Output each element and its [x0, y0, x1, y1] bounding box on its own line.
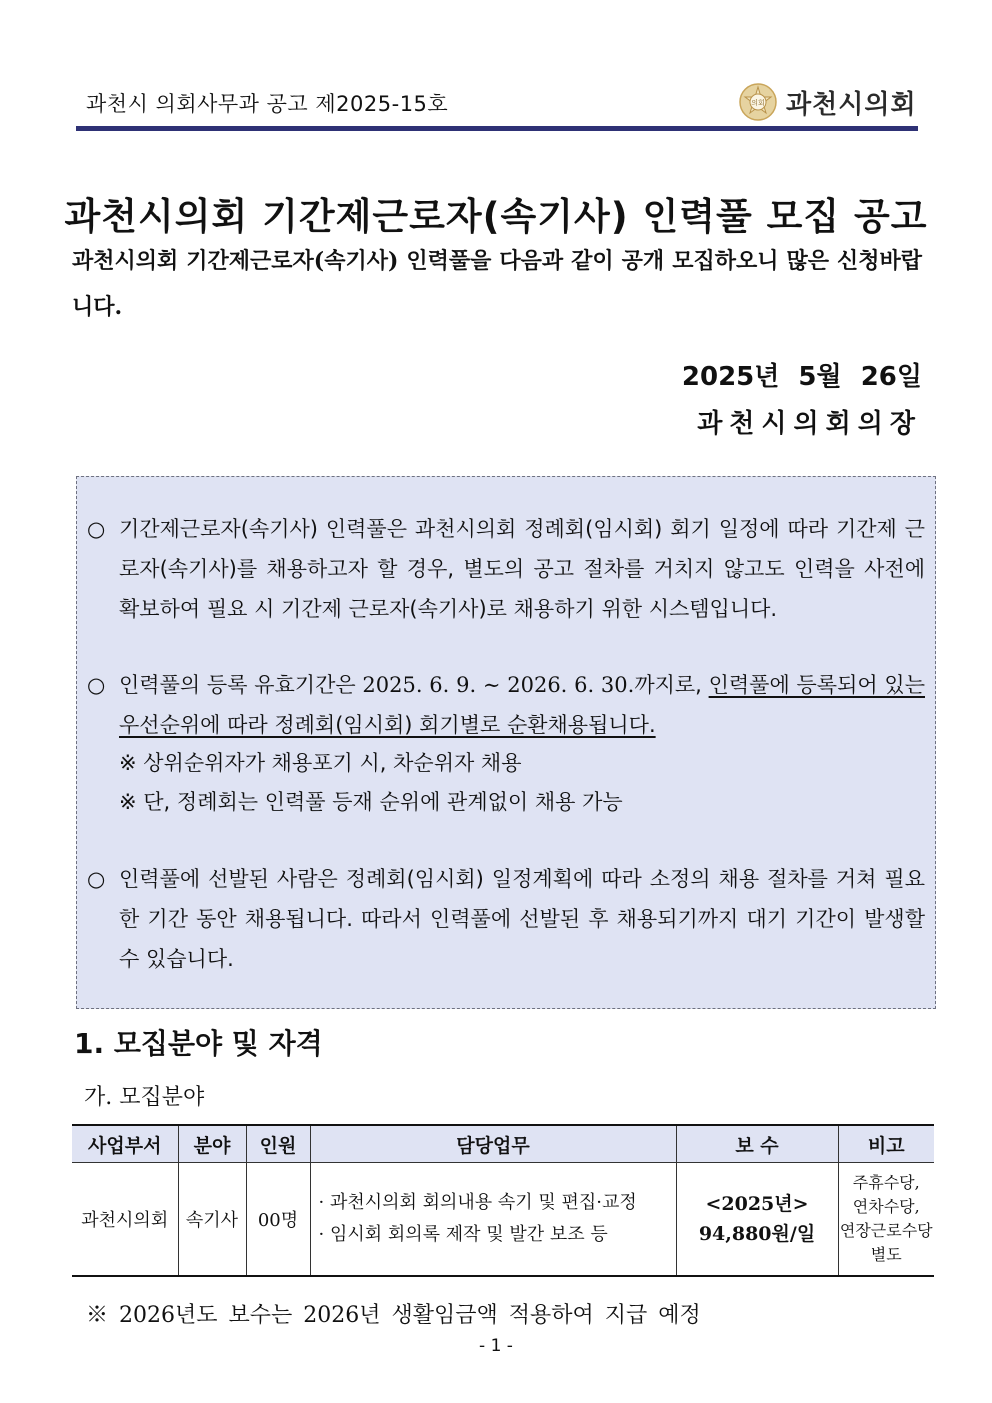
recruitment-table: [72, 1124, 934, 1277]
cell-remarks: [838, 1163, 934, 1277]
page-title: 과천시의회 기간제근로자(속기사) 인력풀 모집 공고: [64, 195, 928, 238]
section-1-title: 1. 모집분야 및 자격: [74, 1027, 323, 1060]
p2-underlined: 인력풀에 등록되어 있는 우선순위에 따라 정례회(임시회) 회기별로 순환채용됩니다.: [119, 673, 925, 737]
p2-period: 2025. 6. 9. ∼ 2026. 6. 30.: [362, 673, 635, 697]
circle-bullet: ○: [87, 867, 106, 891]
signatory: 과천시의회의장: [697, 409, 922, 439]
pay-footnote: ※ 2026년도 보수는 2026년 생활임금액 적용하여 지급 예정: [86, 1303, 701, 1328]
header-remarks: 비고: [838, 1125, 934, 1163]
table-header-row: [72, 1125, 934, 1163]
remark-3: 연장근로수당: [839, 1221, 933, 1240]
header-rule: [76, 126, 918, 131]
info-paragraph-3-text: 인력풀에 선발된 사람은 정례회(임시회) 일정계획에 따라 소정의 채용 절차를 거쳐 필요한 기간 동안 채용됩니다. 따라서 인력풀에 선발된 후 채용되기까지 대기 기간이 발생할 수 있습니다.: [119, 867, 925, 971]
pay-amount: 94,880원/일: [698, 1223, 816, 1245]
page-number: - 1 -: [479, 1336, 513, 1356]
info-paragraph-1: [87, 509, 925, 629]
pay-year: <2025년>: [705, 1193, 809, 1215]
cell-duties: [310, 1163, 676, 1277]
council-seal-icon: [738, 82, 778, 122]
duty-item-2: · 임시회 회의록 제작 및 발간 보조 등: [318, 1224, 608, 1245]
info-paragraph-2: [87, 665, 925, 745]
council-logo: [738, 80, 918, 124]
remark-1: 주휴수당,: [852, 1173, 920, 1192]
info-paragraph-3: [87, 859, 925, 979]
cell-count: 00명: [246, 1163, 310, 1277]
info-note-2: ※ 단, 정례회는 인력풀 등재 순위에 관계없이 채용 가능: [119, 790, 623, 814]
header-dept: 사업부서: [72, 1125, 178, 1163]
cell-dept: 과천시의회: [72, 1163, 178, 1277]
info-box: [76, 476, 936, 1009]
notice-number: 과천시 의회사무과 공고 제2025-15호: [86, 92, 449, 116]
cell-pay: [676, 1163, 838, 1277]
circle-bullet: ○: [87, 673, 106, 697]
logo-text: 과천시의회: [786, 89, 917, 120]
info-paragraph-2-text: [119, 665, 925, 745]
cell-field: 속기사: [178, 1163, 246, 1277]
p2-mid: 까지로,: [634, 673, 709, 697]
info-paragraph-1-text: 기간제근로자(속기사) 인력풀은 과천시의회 정례회(임시회) 회기 일정에 따라 기간제 근로자(속기사)를 채용하고자 할 경우, 별도의 공고 절차를 거치지 않고도 인력을 사전에 확보하여 필요 시 기간제 근로자(속기사)로 채용하기 위한 시스템입니다.: [119, 517, 925, 621]
header-field: 분야: [178, 1125, 246, 1163]
remark-4: 별도: [870, 1245, 902, 1264]
intro-text: 과천시의회 기간제근로자(속기사) 인력풀을 다음과 같이 공개 모집하오니 많은 신청바랍니다.: [72, 248, 922, 320]
header-duties: 담당업무: [310, 1125, 676, 1163]
remark-2: 연차수당,: [852, 1197, 920, 1216]
section-1-subtitle: 가. 모집분야: [84, 1085, 205, 1110]
duty-item-1: · 과천시의회 회의내용 속기 및 편집·교정: [318, 1192, 637, 1213]
p2-prefix: 인력풀의 등록 유효기간은: [119, 673, 363, 697]
info-note-1: ※ 상위순위자가 채용포기 시, 차순위자 채용: [119, 751, 522, 775]
circle-bullet: ○: [87, 517, 106, 541]
seal-text: 의회: [751, 99, 765, 107]
table-row: [72, 1163, 934, 1277]
notice-date: 2025년 5월 26일: [681, 362, 922, 392]
header-count: 인원: [246, 1125, 310, 1163]
header-pay: 보 수: [676, 1125, 838, 1163]
